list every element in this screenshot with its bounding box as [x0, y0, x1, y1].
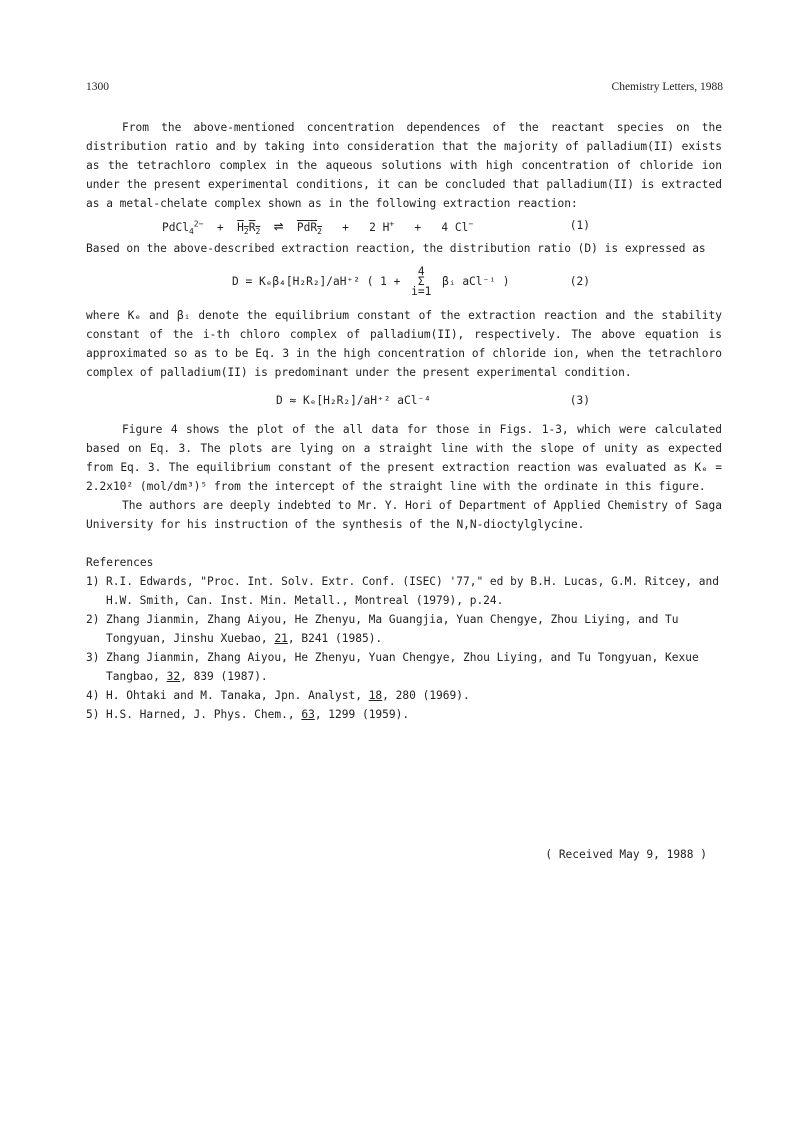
paragraph-4: Figure 4 shows the plot of the all data for those in Figs. 1-3, which were calculated based on Eq. 3. The plots are lying on a straight line with the slope of unity as expected from Eq. 3. The equilibrium constant of the present extraction reaction was evaluated as Kₑ = 2.2x10² (mol/dm³)⁵ from the intercept of the straight line with the ordinate in this figure. [86, 423, 722, 493]
page-body [86, 118, 722, 724]
equation-2 [86, 258, 722, 306]
summation: 4 Σ i=1 [411, 265, 432, 298]
equation-3-number: (3) [569, 394, 590, 407]
reference-3: 3) Zhang Jianmin, Zhang Aiyou, He Zhenyu, Yuan Chengye, Zhou Liying, and Tu Tongyuan, Kexue Tangbao, 32, 839 (1987). [86, 651, 699, 683]
equilibrium-arrow: ⇌ [273, 216, 284, 235]
paragraph-5: The authors are deeply indebted to Mr. Y. Hori of Department of Applied Chemistry of Saga University for his instruction of the synthesis of the N,N-dioctylglycine. [86, 499, 722, 531]
received-date: ( Received May 9, 1988 ) [545, 848, 707, 861]
reference-2: 2) Zhang Jianmin, Zhang Aiyou, He Zhenyu, Ma Guangjia, Yuan Chengye, Zhou Liying, and Tu Tongyuan, Jinshu Xuebao, 21, B241 (1985). [86, 613, 679, 645]
reference-5: 5) H.S. Harned, J. Phys. Chem., 63, 1299 (1959). [86, 708, 410, 721]
equation-3-content: D ≈ Kₑ[H₂R₂]/aH⁺² aCl⁻⁴ [276, 394, 431, 407]
reference-4: 4) H. Ohtaki and M. Tanaka, Jpn. Analyst, 18, 280 (1969). [86, 689, 470, 702]
page-number: 1300 [86, 81, 109, 93]
paragraph-2: Based on the above-described extraction reaction, the distribution ratio (D) is expressed as [86, 242, 706, 255]
paragraph-3: where Kₑ and βᵢ denote the equilibrium constant of the extraction reaction and the stability constant of the i-th chloro complex of palladium(II), respectively. The above equation is approximated so as to be Eq. 3 in the high concentration of chloride ion, when the tetrachloro complex of palladium(II) is predominant under the present experimental condition. [86, 309, 722, 379]
equation-2-number: (2) [569, 275, 590, 288]
equation-1-number: (1) [569, 219, 590, 232]
journal-header: Chemistry Letters, 1988 [611, 81, 723, 93]
equation-1 [86, 213, 722, 239]
equation-1-content: PdCl$_4^{2-}$ + $H_2R_2$ ⇌ PdR$_2$ + 2 H+ + 4 Cl− [162, 216, 474, 237]
reference-1: 1) R.I. Edwards, "Proc. Int. Solv. Extr. Conf. (ISEC) '77," ed by B.H. Lucas, G.M. Ritcey, and H.W. Smith, Can. Inst. Min. Metall., Montreal (1979), p.24. [86, 575, 719, 607]
equation-2-content: D = Kₑβ₄[H₂R₂]/aH⁺² ( 1 + 4 Σ i=1 βᵢ aCl⁻ⁱ ) [232, 265, 510, 298]
equation-3 [86, 382, 722, 420]
paragraph-1: From the above-mentioned concentration dependences of the reactant species on the distribution ratio and by taking into consideration that the majority of palladium(II) exists as the tetrachloro complex in the aqueous solutions with high concentration of chloride ion under the present experimental conditions, it can be concluded that palladium(II) is extracted as a metal-chelate complex shown as in the following extraction reaction: [86, 121, 722, 210]
references-heading: References [86, 556, 154, 569]
reference-list [86, 572, 722, 724]
